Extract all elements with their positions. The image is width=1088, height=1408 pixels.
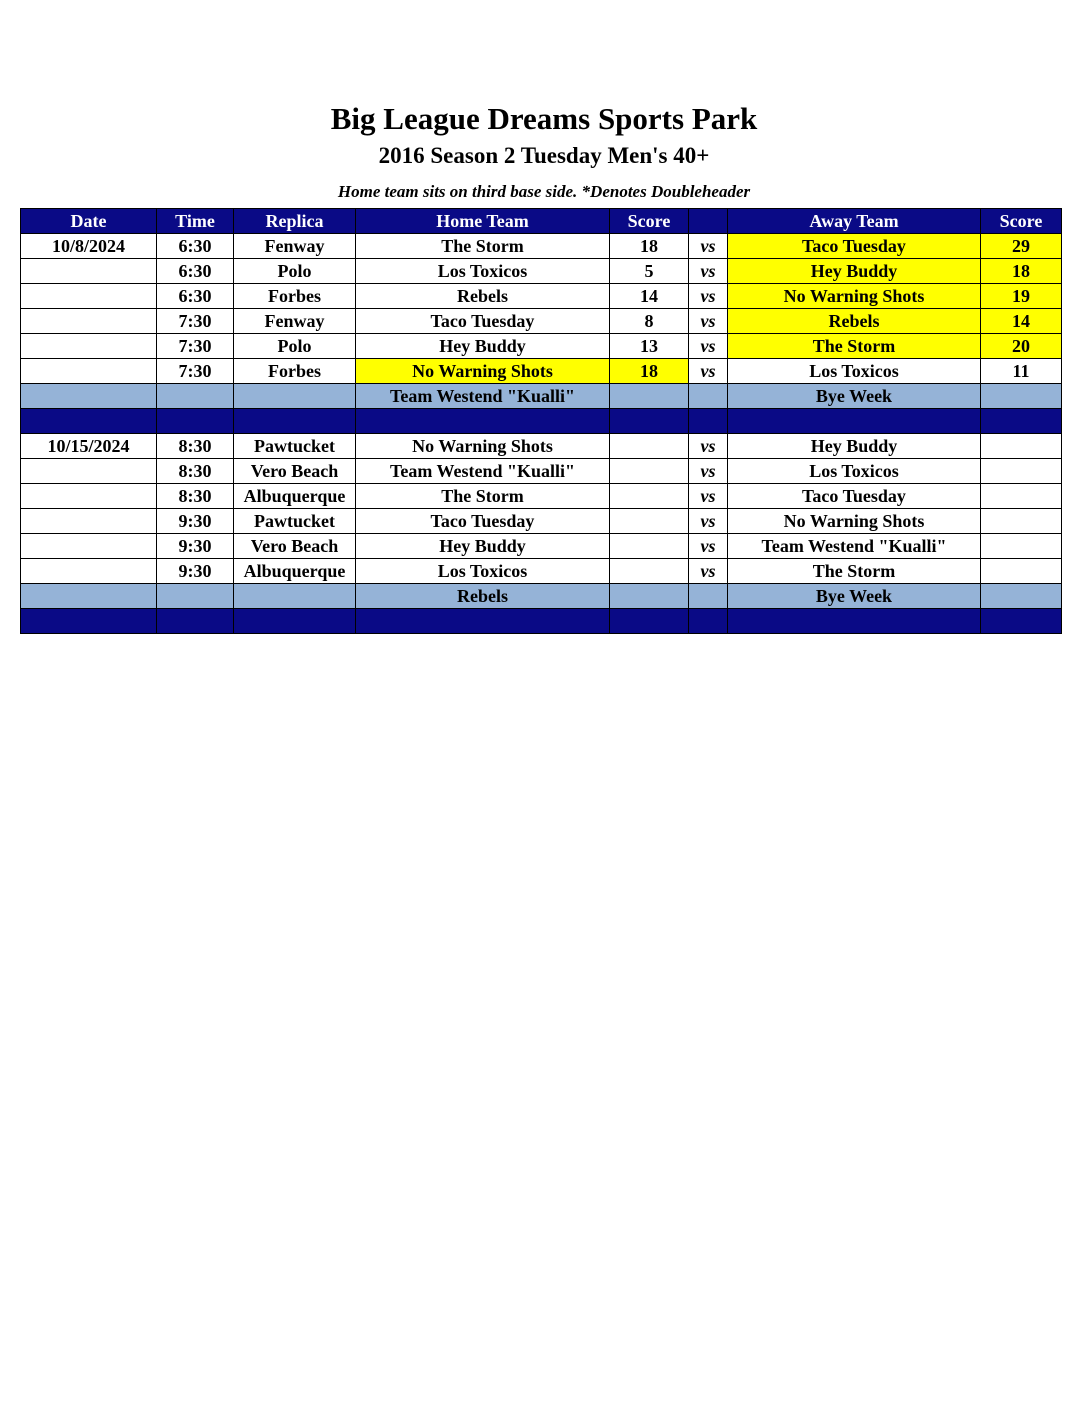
empty-cell bbox=[689, 409, 728, 434]
empty-cell bbox=[610, 384, 689, 409]
away-score bbox=[981, 459, 1062, 484]
vs-label: vs bbox=[689, 509, 728, 534]
bye-team: Rebels bbox=[356, 584, 610, 609]
empty-cell bbox=[21, 384, 157, 409]
bye-team: Team Westend "Kualli" bbox=[356, 384, 610, 409]
game-time: 7:30 bbox=[157, 359, 234, 384]
empty-cell bbox=[981, 609, 1062, 634]
home-score bbox=[610, 459, 689, 484]
home-score: 18 bbox=[610, 234, 689, 259]
away-team: The Storm bbox=[728, 334, 981, 359]
game-replica: Albuquerque bbox=[234, 484, 356, 509]
bye-label: Bye Week bbox=[728, 384, 981, 409]
game-time: 9:30 bbox=[157, 534, 234, 559]
vs-label: vs bbox=[689, 484, 728, 509]
game-time: 9:30 bbox=[157, 509, 234, 534]
away-team: Taco Tuesday bbox=[728, 234, 981, 259]
empty-cell bbox=[356, 609, 610, 634]
empty-cell bbox=[610, 409, 689, 434]
game-row bbox=[21, 359, 1062, 384]
bye-row bbox=[21, 384, 1062, 409]
game-row bbox=[21, 434, 1062, 459]
away-team: Hey Buddy bbox=[728, 259, 981, 284]
vs-label: vs bbox=[689, 559, 728, 584]
home-team: Taco Tuesday bbox=[356, 509, 610, 534]
away-team: No Warning Shots bbox=[728, 284, 981, 309]
away-score: 20 bbox=[981, 334, 1062, 359]
empty-cell bbox=[234, 609, 356, 634]
empty-cell bbox=[981, 584, 1062, 609]
game-row bbox=[21, 259, 1062, 284]
game-replica: Pawtucket bbox=[234, 509, 356, 534]
away-team: Los Toxicos bbox=[728, 359, 981, 384]
game-replica: Albuquerque bbox=[234, 559, 356, 584]
page-title: Big League Dreams Sports Park bbox=[330, 101, 758, 136]
empty-cell bbox=[21, 509, 157, 534]
game-replica: Pawtucket bbox=[234, 434, 356, 459]
game-row bbox=[21, 559, 1062, 584]
game-time: 7:30 bbox=[157, 334, 234, 359]
game-replica: Polo bbox=[234, 259, 356, 284]
home-score bbox=[610, 484, 689, 509]
home-score bbox=[610, 434, 689, 459]
away-team: The Storm bbox=[728, 559, 981, 584]
game-replica: Polo bbox=[234, 334, 356, 359]
away-team: Rebels bbox=[728, 309, 981, 334]
home-score: 5 bbox=[610, 259, 689, 284]
empty-cell bbox=[21, 534, 157, 559]
away-team: Team Westend "Kualli" bbox=[728, 534, 981, 559]
col-home-team: Home Team bbox=[356, 209, 610, 234]
empty-cell bbox=[689, 609, 728, 634]
page-subtitle: 2016 Season 2 Tuesday Men's 40+ bbox=[378, 143, 710, 168]
away-score bbox=[981, 534, 1062, 559]
col-away-score: Score bbox=[981, 209, 1062, 234]
col-time: Time bbox=[157, 209, 234, 234]
home-score bbox=[610, 509, 689, 534]
game-time: 6:30 bbox=[157, 259, 234, 284]
empty-cell bbox=[157, 384, 234, 409]
away-team: No Warning Shots bbox=[728, 509, 981, 534]
home-team: Hey Buddy bbox=[356, 334, 610, 359]
empty-cell bbox=[21, 334, 157, 359]
home-team: Taco Tuesday bbox=[356, 309, 610, 334]
empty-cell bbox=[21, 259, 157, 284]
game-replica: Forbes bbox=[234, 284, 356, 309]
away-score bbox=[981, 559, 1062, 584]
home-team: No Warning Shots bbox=[356, 359, 610, 384]
home-team: Los Toxicos bbox=[356, 559, 610, 584]
away-score: 29 bbox=[981, 234, 1062, 259]
away-team: Taco Tuesday bbox=[728, 484, 981, 509]
empty-cell bbox=[981, 384, 1062, 409]
empty-cell bbox=[21, 459, 157, 484]
empty-cell bbox=[21, 284, 157, 309]
game-replica: Vero Beach bbox=[234, 534, 356, 559]
empty-cell bbox=[21, 409, 157, 434]
game-replica: Forbes bbox=[234, 359, 356, 384]
game-replica: Fenway bbox=[234, 234, 356, 259]
vs-label: vs bbox=[689, 259, 728, 284]
vs-label: vs bbox=[689, 534, 728, 559]
col-away-team: Away Team bbox=[728, 209, 981, 234]
game-row bbox=[21, 309, 1062, 334]
schedule-note: Home team sits on third base side. *Denotes Doubleheader bbox=[337, 182, 751, 201]
away-score: 18 bbox=[981, 259, 1062, 284]
home-score bbox=[610, 534, 689, 559]
game-time: 8:30 bbox=[157, 459, 234, 484]
away-score bbox=[981, 509, 1062, 534]
empty-cell bbox=[21, 359, 157, 384]
empty-cell bbox=[157, 609, 234, 634]
vs-label: vs bbox=[689, 334, 728, 359]
empty-cell bbox=[981, 409, 1062, 434]
game-time: 8:30 bbox=[157, 484, 234, 509]
game-row bbox=[21, 234, 1062, 259]
bye-row bbox=[21, 584, 1062, 609]
col-replica: Replica bbox=[234, 209, 356, 234]
week-date: 10/8/2024 bbox=[21, 234, 157, 259]
empty-cell bbox=[21, 609, 157, 634]
away-team: Los Toxicos bbox=[728, 459, 981, 484]
vs-label: vs bbox=[689, 434, 728, 459]
away-score: 19 bbox=[981, 284, 1062, 309]
empty-cell bbox=[610, 584, 689, 609]
home-team: Team Westend "Kualli" bbox=[356, 459, 610, 484]
home-team: No Warning Shots bbox=[356, 434, 610, 459]
game-replica: Fenway bbox=[234, 309, 356, 334]
game-time: 7:30 bbox=[157, 309, 234, 334]
empty-cell bbox=[21, 484, 157, 509]
game-row bbox=[21, 334, 1062, 359]
away-score bbox=[981, 484, 1062, 509]
empty-cell bbox=[234, 584, 356, 609]
header-row bbox=[21, 209, 1062, 234]
away-score: 14 bbox=[981, 309, 1062, 334]
home-team: Los Toxicos bbox=[356, 259, 610, 284]
empty-cell bbox=[234, 384, 356, 409]
empty-cell bbox=[157, 584, 234, 609]
vs-label: vs bbox=[689, 234, 728, 259]
game-row bbox=[21, 534, 1062, 559]
empty-cell bbox=[21, 559, 157, 584]
empty-cell bbox=[21, 309, 157, 334]
home-team: Rebels bbox=[356, 284, 610, 309]
empty-cell bbox=[234, 409, 356, 434]
away-team: Hey Buddy bbox=[728, 434, 981, 459]
vs-label: vs bbox=[689, 284, 728, 309]
home-score bbox=[610, 559, 689, 584]
week-separator-row bbox=[21, 609, 1062, 634]
week-separator-row bbox=[21, 409, 1062, 434]
home-score: 18 bbox=[610, 359, 689, 384]
empty-cell bbox=[157, 409, 234, 434]
away-score bbox=[981, 434, 1062, 459]
game-row bbox=[21, 509, 1062, 534]
vs-label: vs bbox=[689, 459, 728, 484]
vs-label: vs bbox=[689, 309, 728, 334]
game-row bbox=[21, 284, 1062, 309]
home-team: The Storm bbox=[356, 484, 610, 509]
col-home-score: Score bbox=[610, 209, 689, 234]
schedule-table bbox=[20, 208, 1062, 634]
home-team: The Storm bbox=[356, 234, 610, 259]
game-row bbox=[21, 459, 1062, 484]
empty-cell bbox=[728, 409, 981, 434]
vs-label: vs bbox=[689, 359, 728, 384]
col-vs bbox=[689, 209, 728, 234]
empty-cell bbox=[21, 584, 157, 609]
col-date: Date bbox=[21, 209, 157, 234]
week-date: 10/15/2024 bbox=[21, 434, 157, 459]
home-score: 8 bbox=[610, 309, 689, 334]
empty-cell bbox=[689, 584, 728, 609]
game-row bbox=[21, 484, 1062, 509]
game-replica: Vero Beach bbox=[234, 459, 356, 484]
home-team: Hey Buddy bbox=[356, 534, 610, 559]
home-score: 14 bbox=[610, 284, 689, 309]
game-time: 8:30 bbox=[157, 434, 234, 459]
empty-cell bbox=[728, 609, 981, 634]
game-time: 6:30 bbox=[157, 234, 234, 259]
empty-cell bbox=[356, 409, 610, 434]
empty-cell bbox=[610, 609, 689, 634]
game-time: 6:30 bbox=[157, 284, 234, 309]
away-score: 11 bbox=[981, 359, 1062, 384]
game-time: 9:30 bbox=[157, 559, 234, 584]
bye-label: Bye Week bbox=[728, 584, 981, 609]
empty-cell bbox=[689, 384, 728, 409]
home-score: 13 bbox=[610, 334, 689, 359]
